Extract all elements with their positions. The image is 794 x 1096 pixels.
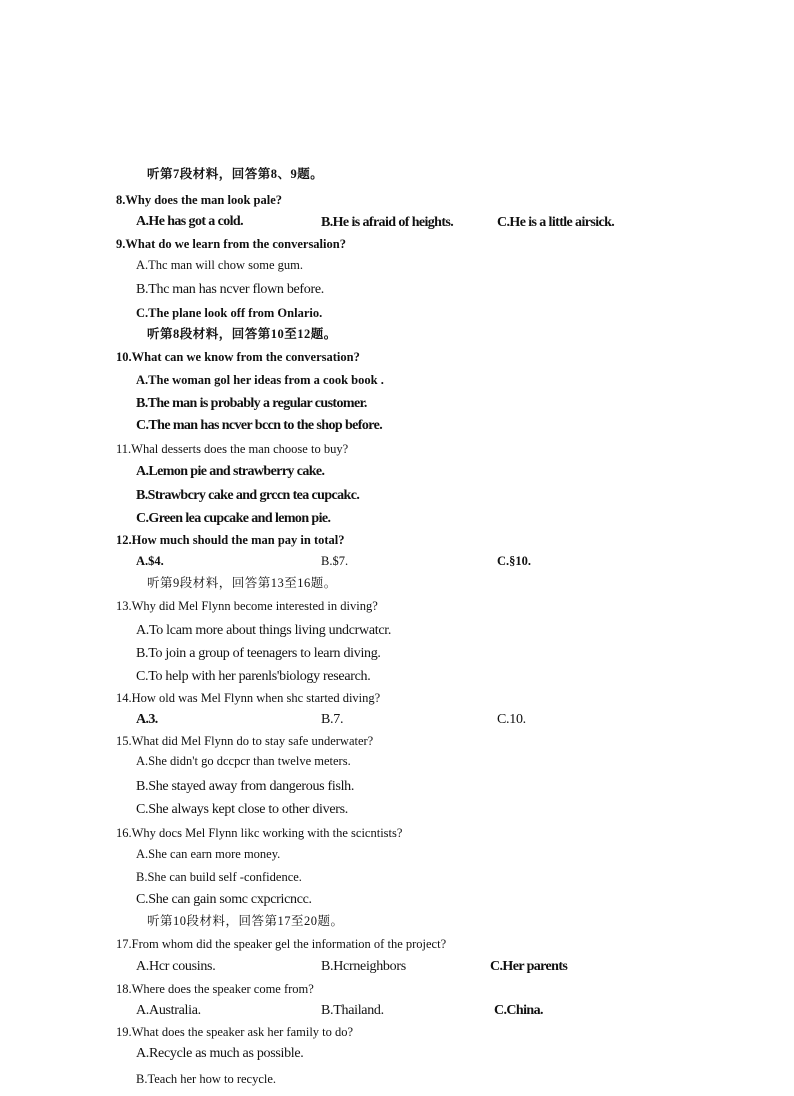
section-instruction: 听第10段材料，回答第17至20题。: [147, 914, 344, 928]
answer-option: C.The plane look off from Onlario.: [136, 306, 323, 320]
answer-option: A.Thc man will chow some gum.: [136, 258, 303, 272]
answer-option: B.The man is probably a regular customer.: [136, 396, 367, 411]
answer-option: B.Thailand.: [321, 1003, 384, 1018]
answer-option: C.10.: [497, 712, 526, 727]
answer-option: B.She stayed away from dangerous fislh.: [136, 779, 355, 794]
answer-option: A.The woman gol her ideas from a cook book .: [136, 373, 384, 387]
answer-option: B.She can build self -confidence.: [136, 870, 302, 884]
answer-option: C.Green lea cupcake and lemon pie.: [136, 511, 331, 526]
answer-option: C.Her parents: [490, 959, 568, 974]
answer-option: C.He is a little airsick.: [497, 215, 615, 230]
answer-option: C.She can gain somc cxpcricncc.: [136, 892, 312, 907]
answer-option: A.Lemon pie and strawberry cake.: [136, 464, 325, 479]
answer-option: A.Recycle as much as possible.: [136, 1046, 304, 1061]
question-text: 16.Why docs Mel Flynn likc working with the scicntists?: [116, 826, 403, 840]
question-text: 9.What do we learn from the conversalion?: [116, 237, 346, 251]
answer-option: C.The man has ncver bccn to the shop before.: [136, 418, 383, 433]
question-text: 12.How much should the man pay in total?: [116, 533, 345, 547]
answer-option: B.$7.: [321, 554, 349, 568]
answer-option: A.3.: [136, 712, 158, 727]
answer-option: A.He has got a cold.: [136, 214, 244, 229]
answer-option: B.Strawbcry cake and grccn tea cupcakc.: [136, 488, 360, 503]
answer-option: C.China.: [494, 1003, 543, 1018]
answer-option: B.Hcrneighbors: [321, 959, 406, 974]
section-instruction: 听第8段材料，回答第10至12题。: [147, 327, 337, 341]
answer-option: C.She always kept close to other divers.: [136, 802, 348, 817]
question-text: 8.Why does the man look pale?: [116, 193, 282, 207]
question-text: 19.What does the speaker ask her family to do?: [116, 1025, 354, 1039]
section-instruction: 听第9段材料，回答第13至16题。: [147, 576, 337, 590]
question-text: 14.How old was Mel Flynn when shc started diving?: [116, 691, 381, 705]
answer-option: C.§10.: [497, 554, 532, 568]
answer-option: A.To lcam more about things living undcrwatcr.: [136, 623, 392, 638]
answer-option: B.He is afraid of heights.: [321, 215, 454, 230]
answer-option: B.7.: [321, 712, 344, 727]
answer-option: A.She didn't go dccpcr than twelve meters.: [136, 754, 351, 768]
question-text: 10.What can we know from the conversation?: [116, 350, 360, 364]
answer-option: A.Australia.: [136, 1003, 201, 1018]
answer-option: B.Teach her how to recycle.: [136, 1072, 277, 1086]
answer-option: B.To join a group of teenagers to learn diving.: [136, 646, 381, 661]
question-text: 15.What did Mel Flynn do to stay safe underwater?: [116, 734, 374, 748]
question-text: 17.From whom did the speaker gel the information of the project?: [116, 937, 447, 951]
question-text: 18.Where does the speaker come from?: [116, 982, 314, 996]
answer-option: A.She can earn more money.: [136, 847, 281, 861]
question-text: 13.Why did Mel Flynn become interested in diving?: [116, 599, 378, 613]
answer-option: C.To help with her parenls'biology research.: [136, 669, 371, 684]
answer-option: A.$4.: [136, 554, 164, 568]
answer-option: A.Hcr cousins.: [136, 959, 216, 974]
section-instruction: 听第7段材料，回答第8、9题。: [147, 167, 324, 181]
question-text: 11.Whal desserts does the man choose to buy?: [116, 442, 349, 456]
answer-option: B.Thc man has ncver flown before.: [136, 282, 324, 297]
